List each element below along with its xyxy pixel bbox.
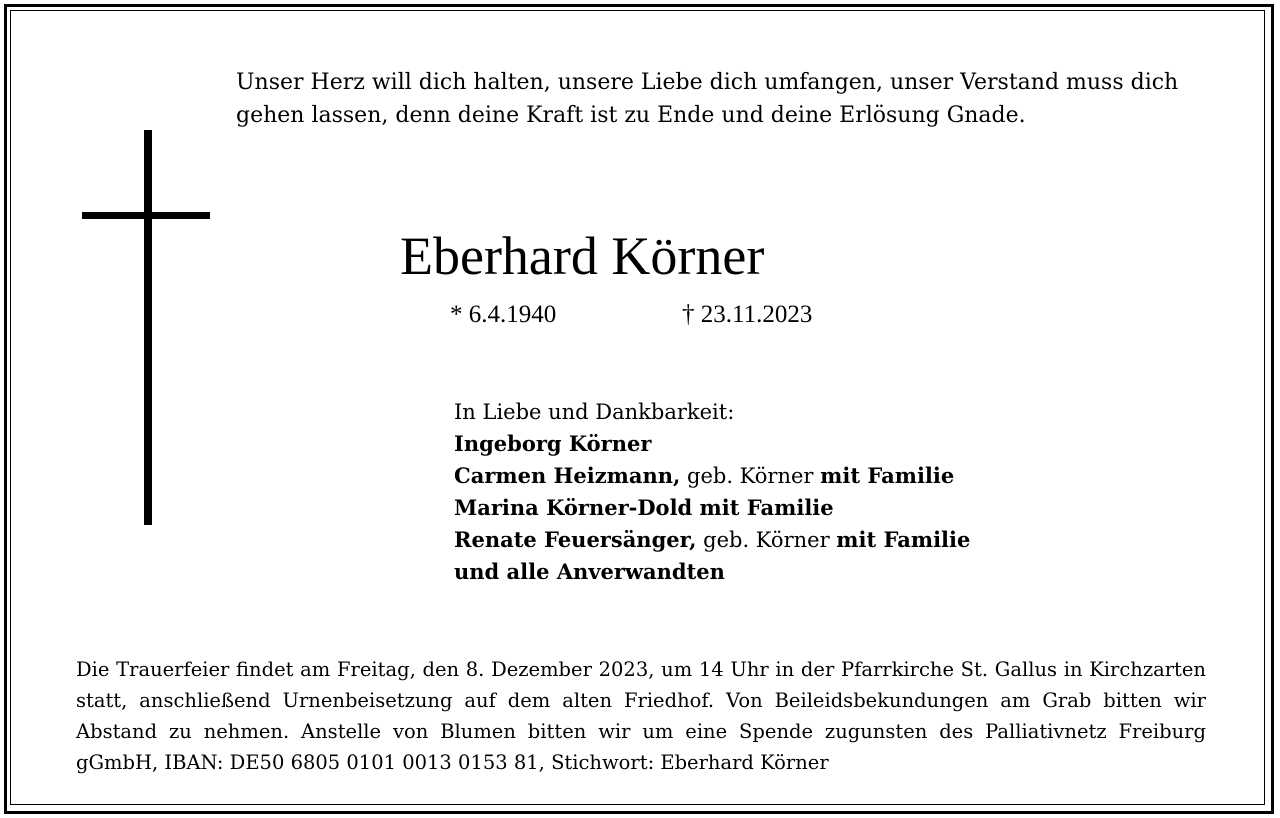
mourners-block: [454, 396, 970, 588]
cross-vertical-bar: [144, 130, 152, 525]
mourner-line: [454, 524, 970, 556]
motto-text: Unser Herz will dich halten, unsere Liebe dich umfangen, unser Verstand muss dich gehen lassen, denn deine Kraft ist zu Ende und deine Erlösung Gnade.: [236, 70, 1179, 128]
mourner-name: und alle Anverwandten: [454, 559, 725, 584]
mourners-intro: In Liebe und Dankbarkeit:: [454, 400, 735, 424]
mourner-line: [454, 556, 970, 588]
mourner-note: geb. Körner: [696, 528, 837, 552]
mourner-line: [454, 460, 970, 492]
deceased-name: Eberhard Körner: [400, 226, 765, 286]
mourner-name: Marina Körner-Dold mit Familie: [454, 495, 834, 520]
cross-horizontal-bar: [82, 212, 210, 219]
mourner-line: [454, 428, 970, 460]
mourner-name: Renate Feuersänger,: [454, 527, 697, 552]
mourner-name: Carmen Heizmann,: [454, 463, 681, 488]
mourner-note: geb. Körner: [680, 464, 821, 488]
ceremony-text: Die Trauerfeier findet am Freitag, den 8. Dezember 2023, um 14 Uhr in der Pfarrkirche St. Gallus in Kirchzarten statt, anschließend Urnenbeisetzung auf dem alten Friedhof. Von Beileidsbekundungen am Grab bitten wir Abstand zu nehmen. Anstelle von Blumen bitten wir um eine Spende zugunsten des Palliativnetz Freiburg gGmbH, IBAN: DE50 6805 0101 0013 0153 81, Stichwort: Eberhard Körner: [76, 658, 1206, 774]
mourner-family: mit Familie: [820, 463, 955, 488]
mourner-line: [454, 492, 970, 524]
mourner-name: Ingeborg Körner: [454, 431, 652, 456]
death-date: † 23.11.2023: [682, 301, 813, 328]
mourner-family: mit Familie: [836, 527, 971, 552]
birth-date: * 6.4.1940: [450, 301, 557, 328]
